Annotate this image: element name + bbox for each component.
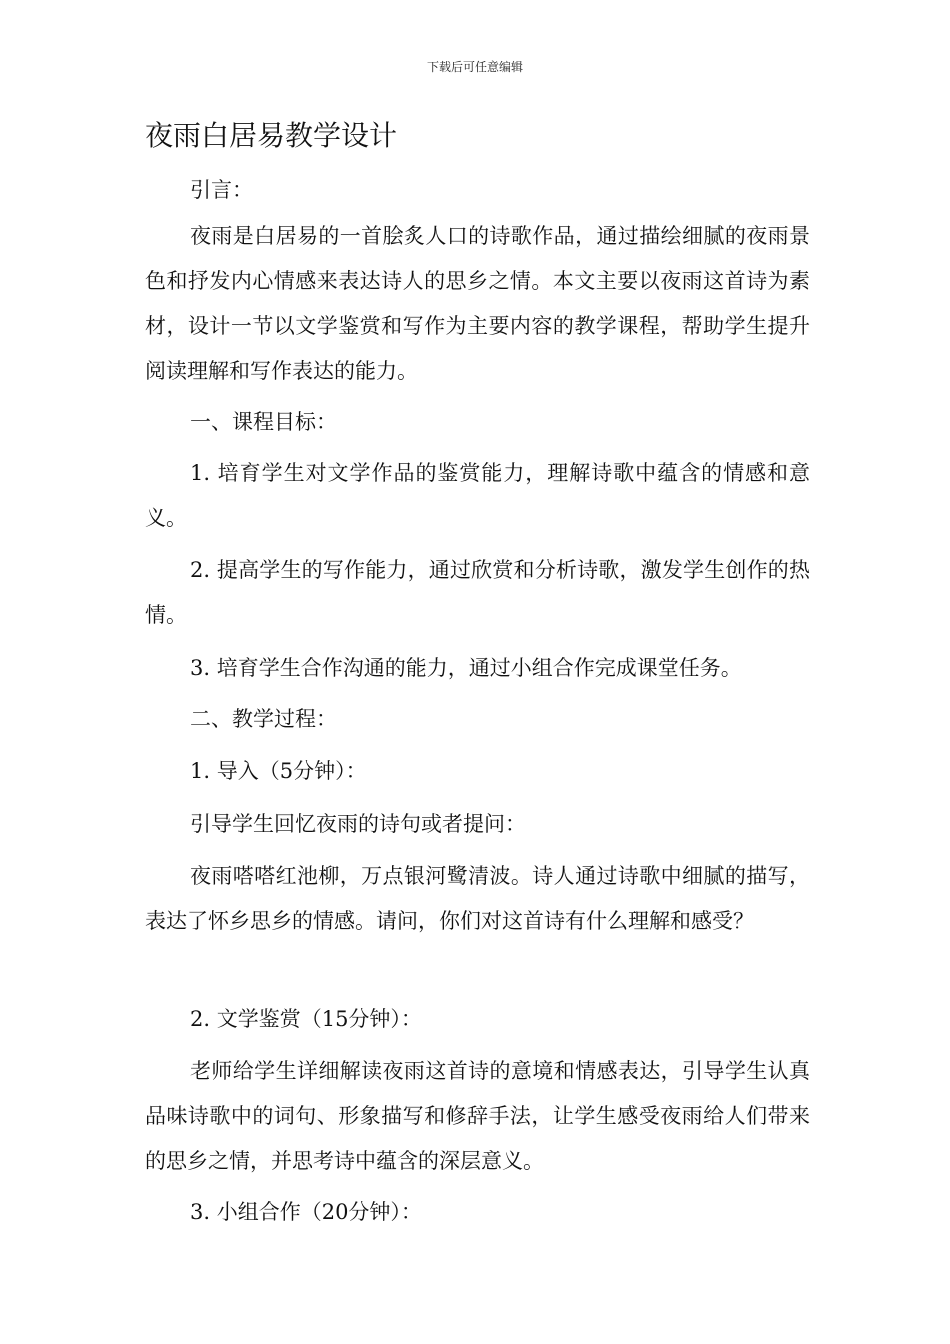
- goal-item-3: 3. 培育学生合作沟通的能力，通过小组合作完成课堂任务。: [190, 656, 742, 680]
- step-heading-2: 2. 文学鉴赏（15分钟）：: [190, 1007, 422, 1031]
- section-heading-course-goals: 一、课程目标：: [190, 410, 337, 434]
- page-header-note: 下载后可任意编辑: [426, 60, 523, 74]
- intro-heading: 引言：: [190, 178, 253, 202]
- step-2-paragraph: 老师给学生详细解读夜雨这首诗的意境和情感表达，引导学生认真品味诗歌中的词句、形象描写和修辞手法，让学生感受夜雨给人们带来的思乡之情，并思考诗中蕴含的深层意义。: [145, 1059, 810, 1173]
- section-heading-teaching-process: 二、教学过程：: [190, 707, 337, 731]
- document-title: 夜雨白居易教学设计: [145, 119, 398, 152]
- goal-item-2: 2. 提高学生的写作能力，通过欣赏和分析诗歌，激发学生创作的热情。: [145, 558, 810, 627]
- intro-paragraph: 夜雨是白居易的一首脍炙人口的诗歌作品，通过描绘细腻的夜雨景色和抒发内心情感来表达诗人的思乡之情。本文主要以夜雨这首诗为素材，设计一节以文学鉴赏和写作为主要内容的教学课程，帮助学生提升阅读理解和写作表达的能力。: [145, 224, 810, 383]
- goal-item-1: 1. 培育学生对文学作品的鉴赏能力，理解诗歌中蕴含的情感和意义。: [145, 461, 810, 530]
- step-1-poem-paragraph: 夜雨嗒嗒红池柳，万点银河鹭清波。诗人通过诗歌中细腻的描写，表达了怀乡思乡的情感。请问，你们对这首诗有什么理解和感受？: [145, 864, 810, 933]
- step-1-prompt: 引导学生回忆夜雨的诗句或者提问：: [190, 812, 526, 836]
- step-heading-1: 1. 导入（5分钟）：: [190, 759, 367, 783]
- step-heading-3: 3. 小组合作（20分钟）：: [190, 1200, 422, 1224]
